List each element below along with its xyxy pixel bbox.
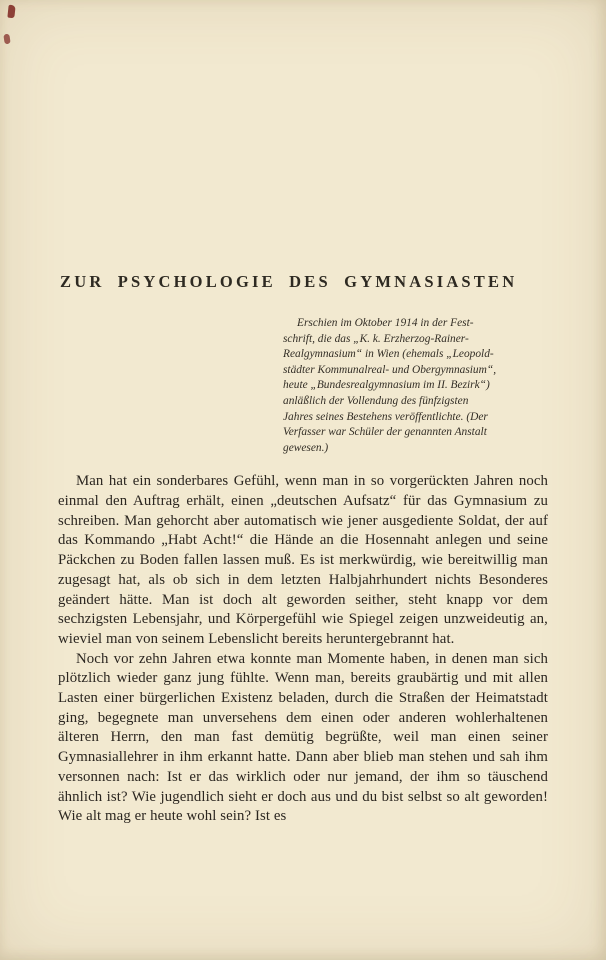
note-line: Jahres seines Bestehens veröffentlichte. (Der [283,410,488,423]
note-line: Realgymnasium“ in Wien (ehemals „Leopold- [283,348,494,361]
page-title: ZUR PSYCHOLOGIE DES GYMNASIASTEN [60,272,518,291]
note-line: Erschien im Oktober 1914 in der Fest- [297,317,474,329]
editorial-note [283,316,549,456]
body-paragraph: Noch vor zehn Jahren etwa konnte man Momente haben, in denen man sich plötzlich wieder ganz jung fühlte. Wenn man, bereits graubärtig und mit allen Lasten einer bürgerlichen Existenz beladen, durch die Straßen der Heimatstadt ging, begegnete man unversehens dem einen oder anderen wohlerhaltenen älteren Herrn, den man fast demütig begrüßte, weil man einen seiner Gymnasiallehrer in ihm erkannt hatte. Dann aber blieb man stehen und sah ihm versonnen nach: Ist er das wirklich oder nur jemand, der ihm so täuschend ähnlich ist? Wie jugendlich sieht er doch aus und du bist selbst so alt geworden! Wie alt mag er heute wohl sein? Ist es [58,650,548,825]
note-line: städter Kommunalreal- und Obergymnasium“, [283,363,497,376]
red-ink-mark [7,5,15,19]
note-line: gewesen.) [283,441,329,454]
note-line: anläßlich der Vollendung des fünfzigsten [283,394,469,407]
red-ink-mark [3,34,10,45]
note-line: heute „Bundesrealgymnasium im II. Bezirk“) [283,379,490,392]
note-line: Verfasser war Schüler der genannten Anstalt [283,426,487,439]
page-content [58,272,548,827]
note-line: schrift, die das „K. k. Erzherzog-Rainer- [283,332,469,345]
body-text [58,472,548,827]
body-paragraph: Man hat ein sonderbares Gefühl, wenn man in so vorgerückten Jahren noch einmal den Auftrag erhält, einen „deutschen Aufsatz“ für das Gymnasium zu schreiben. Man gehorcht aber automatisch wie jener ausgediente Soldat, der auf das Kommando „Habt Acht!“ die Hände an die Hosennaht anlegen und seine Päckchen zu Boden fallen lassen muß. Es ist merkwürdig, wie bereitwillig man zugesagt hat, als ob sich in dem letzten Halbjahrhundert nichts Besonderes geändert hätte. Man ist doch alt geworden seither, steht knapp vor dem sechzigsten Lebensjahr, und Körpergefühl wie Spiegel zeigen unzweideutig an, wieviel man von seinem Lebenslicht bereits heruntergebrannt hat. [58,473,548,647]
